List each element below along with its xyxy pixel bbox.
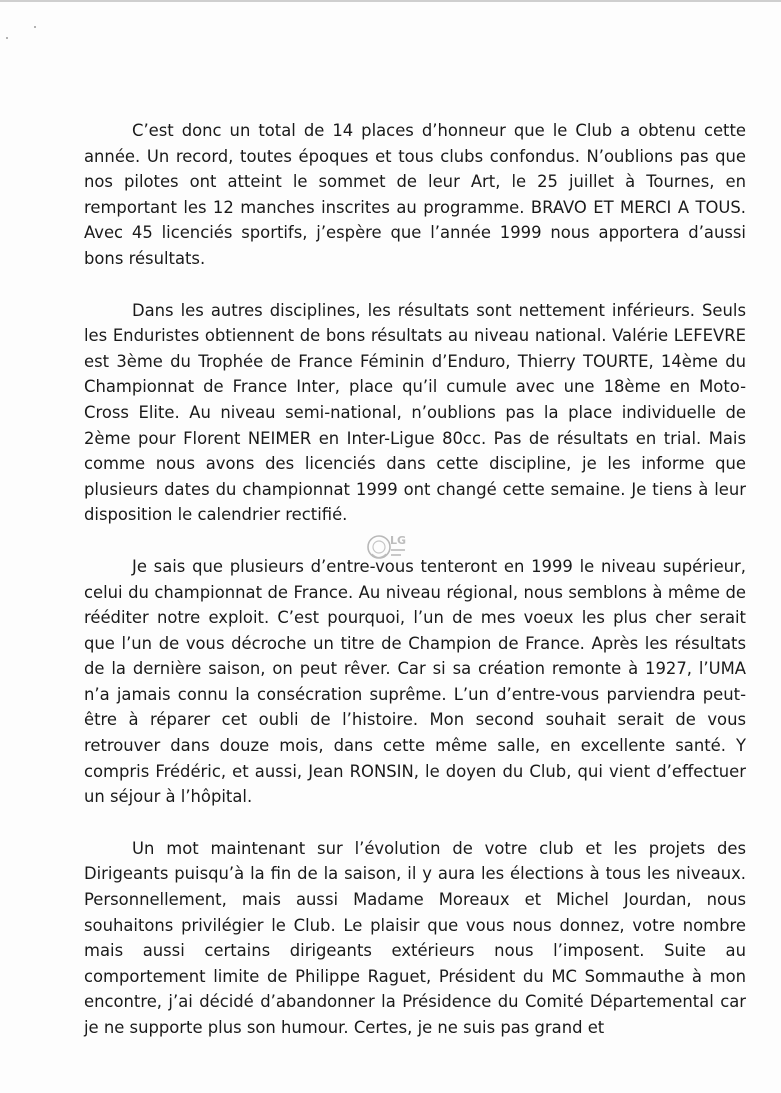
- paragraph-2: Dans les autres disciplines, les résultats sont nettement inférieurs. Seuls les Enduristes obtiennent de bons résultats au niveau national. Valérie LEFEVRE est 3ème du Trophée de France Féminin d’Enduro, Thierry TOURTE, 14ème du Championnat de France Inter, place qu’il cumule avec une 18ème en Moto-Cross Elite. Au niveau semi-national, n’oublions pas la place individuelle de 2ème pour Florent NEIMER en Inter-Ligue 80cc. Pas de résultats en trial. Mais comme nous avons des licenciés dans cette discipline, je les informe que plusieurs dates du championnat 1999 ont changé cette semaine. Je tiens à leur disposition le calendrier rectifié.: [84, 300, 746, 525]
- scan-speck: [34, 26, 36, 28]
- paragraph-4: Un mot maintenant sur l’évolution de votre club et les projets des Dirigeants puisqu’à la fin de la saison, il y aura les élections à tous les niveaux. Personnellement, mais aussi Madame Moreaux et Michel Jourdan, nous souhaitons privilégier le Club. Le plaisir que vous nous donnez, votre nombre mais aussi certains dirigeants extérieurs nous l’imposent. Suite au comportement limite de Philippe Raguet, Président du MC Sommauthe à mon encontre, j’ai décidé d’abandonner la Présidence du Comité Départemental car je ne supporte plus son humour. Certes, je ne suis pas grand et: [84, 838, 746, 1037]
- document-body: [84, 118, 746, 1067]
- scan-speck: [6, 37, 8, 39]
- paragraph-3: Je sais que plusieurs d’entre-vous tenteront en 1999 le niveau supérieur, celui du championnat de France. Au niveau régional, nous semblons à même de rééditer notre exploit. C’est pourquoi, l’un de mes voeux les plus cher serait que l’un de vous décroche un titre de Champion de France. Après les résultats de la dernière saison, on peut rêver. Car si sa création remonte à 1927, l’UMA n’a jamais connu la consécration suprême. L’un d’entre-vous parviendra peut-être à réparer cet oubli de l’histoire. Mon second souhait serait de vous retrouver dans douze mois, dans cette même salle, en excellente santé. Y compris Frédéric, et aussi, Jean RONSIN, le doyen du Club, qui vient d’effectuer un séjour à l’hôpital.: [84, 556, 746, 807]
- page-top-edge: [0, 0, 781, 2]
- paragraph-1: C’est donc un total de 14 places d’honneur que le Club a obtenu cette année. Un record, toutes époques et tous clubs confondus. N’oublions pas que nos pilotes ont atteint le sommet de leur Art, le 25 juillet à Tournes, en remportant les 12 manches inscrites au programme. BRAVO ET MERCI A TOUS. Avec 45 licenciés sportifs, j’espère que l’année 1999 nous apportera d’aussi bons résultats.: [84, 121, 746, 268]
- archive-stamp-icon: [366, 527, 412, 567]
- watermark-letters: LG: [390, 534, 407, 547]
